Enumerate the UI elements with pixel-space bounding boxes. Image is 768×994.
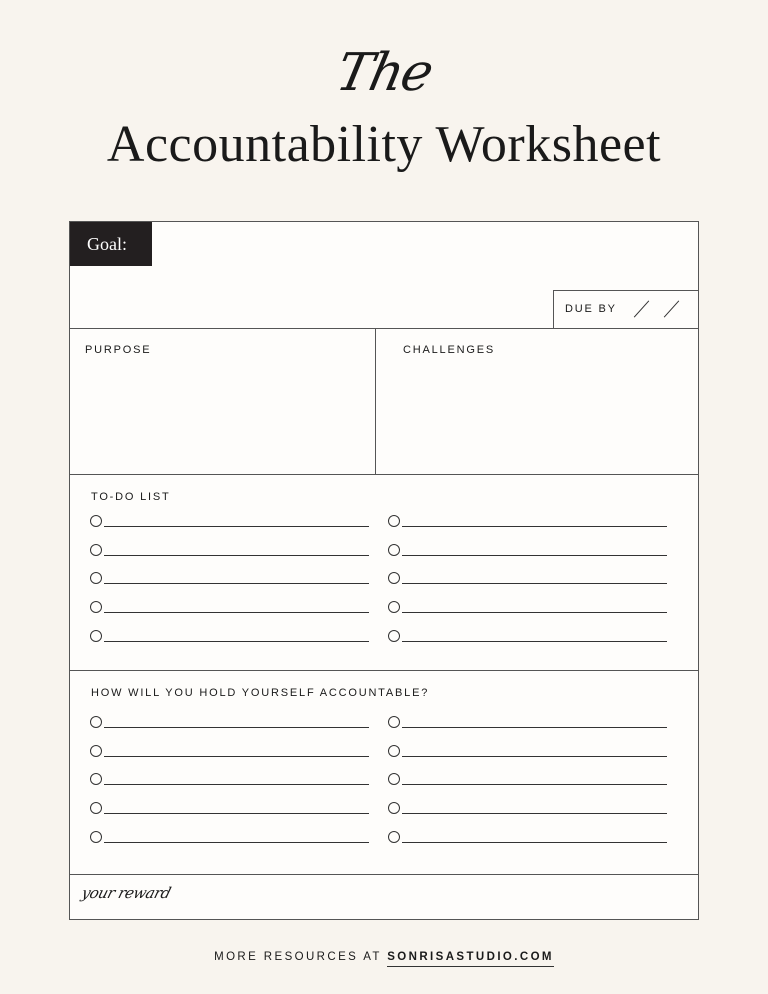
page-title: Accountability Worksheet bbox=[106, 116, 662, 173]
write-line[interactable] bbox=[402, 583, 667, 584]
challenges-label: CHALLENGES bbox=[403, 344, 495, 356]
due-by-label: DUE BY bbox=[565, 303, 617, 315]
checkbox-circle[interactable] bbox=[90, 745, 102, 757]
write-line[interactable] bbox=[104, 583, 369, 584]
write-line[interactable] bbox=[402, 784, 667, 785]
divider bbox=[70, 670, 698, 671]
footer-prefix: MORE RESOURCES AT bbox=[214, 951, 388, 963]
write-line[interactable] bbox=[104, 526, 369, 527]
date-separator bbox=[634, 300, 649, 317]
write-line[interactable] bbox=[104, 784, 369, 785]
due-by-field[interactable] bbox=[553, 290, 699, 329]
checkbox-circle[interactable] bbox=[90, 773, 102, 785]
worksheet bbox=[69, 221, 699, 920]
divider bbox=[70, 874, 698, 875]
goal-label: Goal: bbox=[70, 222, 152, 266]
checkbox-circle[interactable] bbox=[90, 716, 102, 728]
purpose-label: PURPOSE bbox=[85, 344, 152, 356]
write-line[interactable] bbox=[402, 727, 667, 728]
write-line[interactable] bbox=[104, 756, 369, 757]
write-line[interactable] bbox=[402, 756, 667, 757]
checkbox-circle[interactable] bbox=[388, 745, 400, 757]
write-line[interactable] bbox=[104, 813, 369, 814]
checkbox-circle[interactable] bbox=[388, 831, 400, 843]
write-line[interactable] bbox=[402, 555, 667, 556]
checkbox-circle[interactable] bbox=[90, 601, 102, 613]
checkbox-circle[interactable] bbox=[90, 572, 102, 584]
write-line[interactable] bbox=[402, 612, 667, 613]
script-title: The bbox=[331, 43, 437, 103]
write-line[interactable] bbox=[104, 641, 369, 642]
checkbox-circle[interactable] bbox=[90, 831, 102, 843]
write-line[interactable] bbox=[104, 612, 369, 613]
write-line[interactable] bbox=[104, 727, 369, 728]
footer bbox=[0, 951, 768, 963]
divider bbox=[70, 328, 698, 329]
checkbox-circle[interactable] bbox=[388, 601, 400, 613]
checkbox-circle[interactable] bbox=[388, 544, 400, 556]
checkbox-circle[interactable] bbox=[388, 630, 400, 642]
accountable-label: HOW WILL YOU HOLD YOURSELF ACCOUNTABLE? bbox=[91, 687, 430, 699]
checkbox-circle[interactable] bbox=[388, 773, 400, 785]
checkbox-circle[interactable] bbox=[388, 802, 400, 814]
checkbox-circle[interactable] bbox=[90, 630, 102, 642]
checkbox-circle[interactable] bbox=[388, 515, 400, 527]
write-line[interactable] bbox=[104, 842, 369, 843]
todo-label: TO-DO LIST bbox=[91, 491, 171, 503]
date-separator bbox=[664, 300, 679, 317]
write-line[interactable] bbox=[104, 555, 369, 556]
write-line[interactable] bbox=[402, 526, 667, 527]
checkbox-circle[interactable] bbox=[388, 572, 400, 584]
footer-link[interactable]: SONRISASTUDIO.COM bbox=[387, 951, 554, 967]
column-divider bbox=[375, 329, 376, 474]
checkbox-circle[interactable] bbox=[90, 515, 102, 527]
checkbox-circle[interactable] bbox=[90, 544, 102, 556]
checkbox-circle[interactable] bbox=[388, 716, 400, 728]
checkbox-circle[interactable] bbox=[90, 802, 102, 814]
divider bbox=[70, 474, 698, 475]
reward-label: your reward bbox=[79, 884, 173, 902]
write-line[interactable] bbox=[402, 813, 667, 814]
write-line[interactable] bbox=[402, 641, 667, 642]
write-line[interactable] bbox=[402, 842, 667, 843]
